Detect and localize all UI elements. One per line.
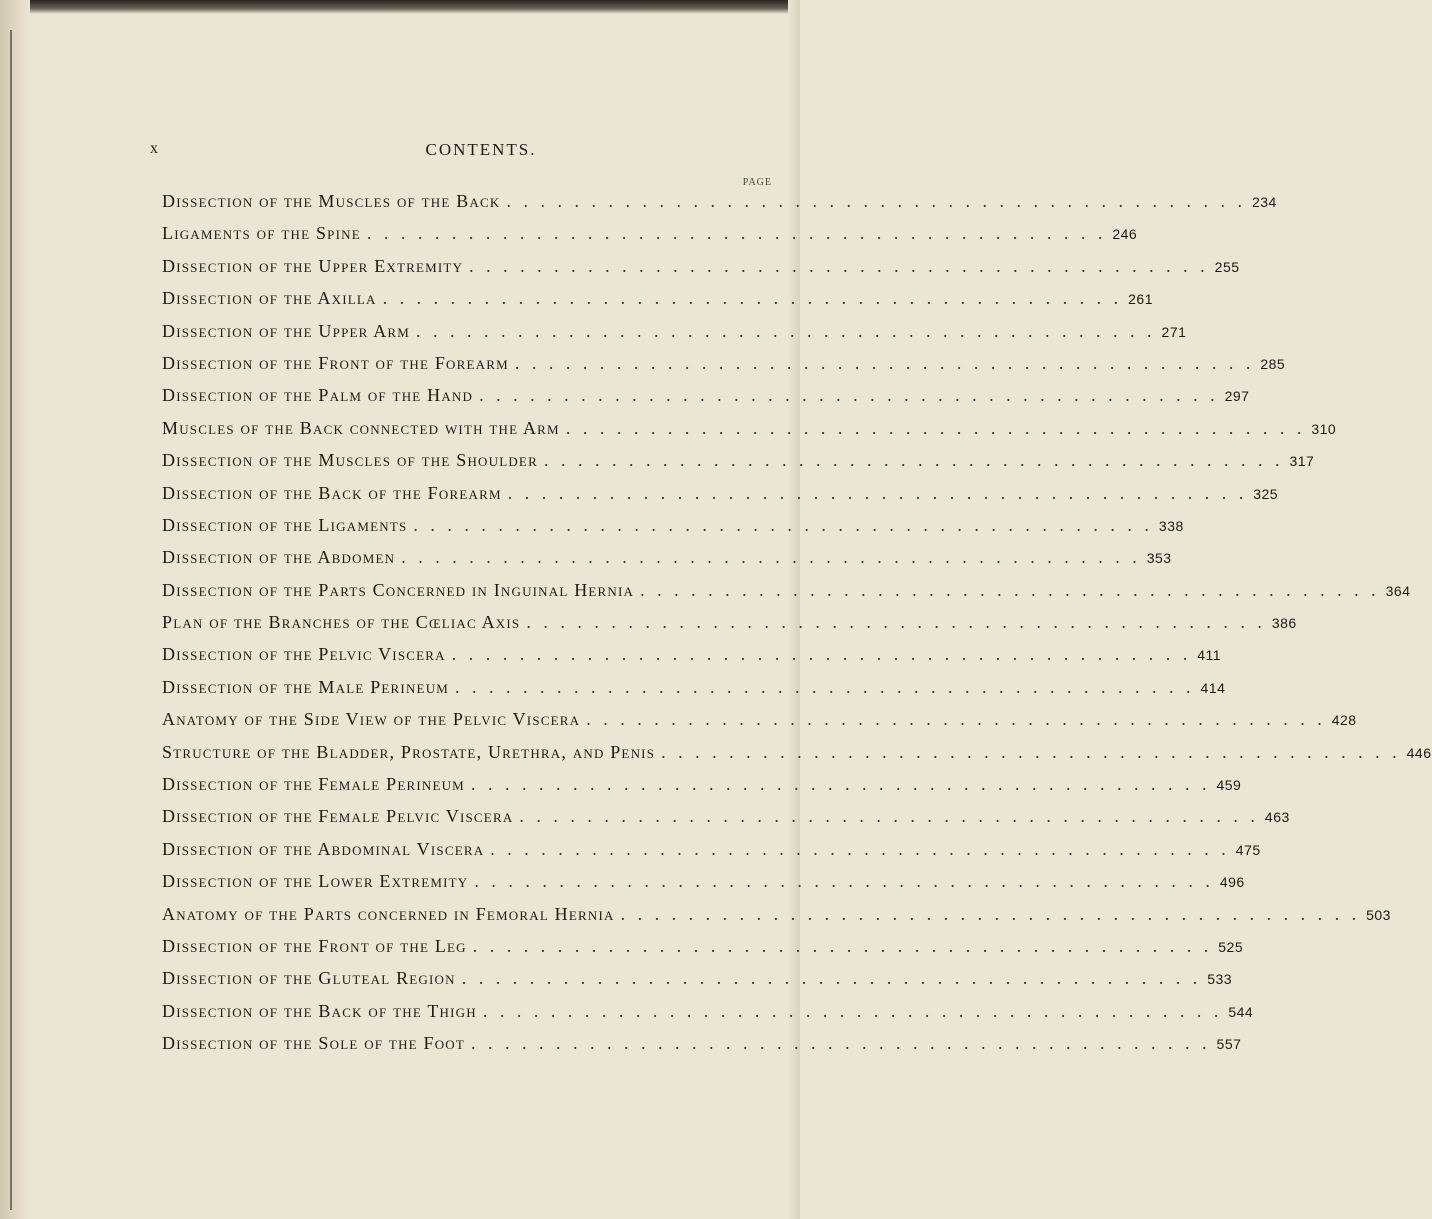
toc-entry [162, 644, 1222, 676]
toc-entry [162, 1000, 1254, 1033]
toc-entry-page: 459 [1216, 777, 1242, 794]
toc-entry-page: 503 [1366, 906, 1391, 923]
toc-entry-page: 525 [1218, 938, 1244, 955]
toc-entry-page: 271 [1161, 323, 1187, 340]
dot-leader [452, 644, 1192, 665]
dot-leader [462, 968, 1202, 989]
toc-entry-title: Structure of the Bladder, Prostate, Urethra, and Penis [162, 741, 656, 762]
toc-entry-page: 325 [1253, 485, 1279, 502]
dot-leader [640, 580, 1380, 601]
toc-entry-title: Dissection of the Sole of the Foot [162, 1033, 466, 1054]
toc-entry-page: 414 [1200, 679, 1226, 696]
dot-leader [508, 483, 1248, 504]
dot-leader [469, 256, 1209, 277]
toc-entry [162, 968, 1233, 1000]
dot-leader [490, 839, 1230, 860]
toc-entry [162, 579, 1411, 612]
page-title: CONTENTS. [425, 140, 537, 159]
toc-entry-title: Plan of the Branches of the Cœliac Axis [162, 612, 521, 633]
toc-entry-page: 475 [1235, 841, 1261, 858]
toc-entry-page: 557 [1216, 1036, 1242, 1053]
toc-entry-page: 411 [1197, 647, 1222, 664]
dot-leader [586, 709, 1326, 730]
toc-entry-page: 544 [1228, 1003, 1254, 1020]
dot-leader [471, 774, 1211, 795]
toc-entry [162, 385, 1250, 417]
toc-entry-page: 310 [1311, 420, 1337, 437]
toc-entry [162, 838, 1261, 871]
dot-leader [416, 321, 1156, 342]
toc-entry-page: 261 [1128, 291, 1153, 308]
toc-entry [162, 417, 1337, 450]
toc-entry-page: 338 [1158, 517, 1184, 534]
toc-entry [162, 709, 1357, 741]
page-column-label: PAGE [742, 177, 772, 188]
dot-leader [483, 1001, 1223, 1022]
toc-entry-page: 255 [1214, 258, 1240, 275]
toc-entry-title: Dissection of the Muscles of the Back [162, 191, 501, 211]
toc-entry-page: 386 [1271, 615, 1297, 632]
book-gutter [0, 0, 30, 1219]
toc-entry [162, 612, 1297, 644]
dot-leader [455, 677, 1195, 698]
toc-entry [162, 223, 1138, 255]
toc-entry [162, 676, 1226, 709]
toc-entry-title: Anatomy of the Side View of the Pelvic Viscera [162, 709, 581, 730]
toc-entry-title: Dissection of the Abdominal Viscera [162, 838, 485, 859]
toc-entry [162, 320, 1187, 353]
toc-entry-title: Dissection of the Ligaments [162, 514, 408, 535]
toc-entry-page: 246 [1112, 226, 1138, 243]
toc-entry [162, 352, 1286, 385]
toc-entry-title: Anatomy of the Parts concerned in Femoral Hernia [162, 903, 615, 924]
toc-entry-title: Dissection of the Gluteal Region [162, 968, 456, 989]
toc-entry-title: Dissection of the Parts Concerned in Inguinal Hernia [162, 579, 635, 600]
toc-entry-title: Dissection of the Front of the Forearm [162, 352, 509, 373]
toc-entry-title: Dissection of the Female Perineum [162, 774, 465, 795]
toc-entry-title: Dissection of the Axilla [162, 288, 377, 309]
toc-entry-page: 446 [1406, 744, 1432, 761]
toc-entry [162, 871, 1245, 903]
toc-entry [162, 547, 1172, 579]
page-header [150, 140, 772, 170]
dot-leader [661, 742, 1401, 763]
toc-entry-page: 317 [1289, 453, 1315, 470]
dot-leader [515, 353, 1255, 374]
page-top-edge [0, 0, 800, 14]
dot-leader [506, 191, 1246, 212]
toc-entry-title: Muscles of the Back connected with the Arm [162, 417, 560, 438]
toc-entry-title: Dissection of the Front of the Leg [162, 935, 467, 956]
toc-entry-title: Dissection of the Upper Arm [162, 320, 411, 341]
dot-leader [526, 612, 1266, 633]
toc-entry-title: Dissection of the Upper Extremity [162, 255, 464, 276]
toc-entry [162, 288, 1153, 320]
dot-leader [621, 904, 1361, 925]
dot-leader [383, 288, 1123, 309]
toc-entry [162, 450, 1315, 482]
toc-entry-page: 234 [1251, 194, 1277, 210]
dot-leader [401, 547, 1141, 568]
toc-entry-title: Dissection of the Back of the Thigh [162, 1000, 477, 1021]
dot-leader [479, 385, 1219, 406]
dot-leader [519, 806, 1259, 827]
toc-entry-title: Dissection of the Female Pelvic Viscera [162, 806, 514, 827]
toc-entry-title: Dissection of the Lower Extremity [162, 871, 469, 892]
toc-entry [162, 774, 1242, 806]
toc-entry [162, 903, 1391, 936]
dot-leader [471, 1033, 1211, 1054]
table-of-contents [162, 191, 1432, 1066]
toc-entry-title: Dissection of the Palm of the Hand [162, 385, 474, 406]
toc-entry [162, 482, 1279, 515]
toc-entry-title: Dissection of the Abdomen [162, 547, 396, 568]
toc-entry [162, 191, 1277, 223]
toc-entry-page: 297 [1224, 388, 1250, 405]
toc-entry [162, 1033, 1242, 1065]
toc-entry-page: 463 [1264, 809, 1290, 826]
toc-entry [162, 514, 1184, 547]
toc-entry [162, 806, 1290, 838]
toc-entry-page: 353 [1146, 550, 1172, 567]
toc-entry [162, 935, 1244, 968]
toc-entry-title: Dissection of the Male Perineum [162, 676, 450, 697]
dot-leader [413, 515, 1153, 536]
toc-entry-title: Dissection of the Muscles of the Shoulder [162, 450, 538, 471]
dot-leader [474, 871, 1214, 892]
toc-entry-title: Ligaments of the Spine [162, 223, 361, 244]
toc-entry-title: Dissection of the Back of the Forearm [162, 482, 502, 503]
dot-leader [544, 450, 1284, 471]
toc-entry-page: 364 [1385, 582, 1411, 599]
toc-entry-page: 428 [1331, 712, 1357, 729]
toc-entry-page: 533 [1207, 971, 1233, 988]
page-numeral: x [150, 140, 159, 157]
toc-entry-title: Dissection of the Pelvic Viscera [162, 644, 446, 665]
dot-leader [473, 936, 1213, 957]
toc-entry [162, 741, 1432, 774]
dot-leader [566, 418, 1306, 439]
dot-leader [367, 223, 1107, 244]
toc-entry-page: 285 [1260, 355, 1286, 372]
toc-entry-page: 496 [1219, 874, 1245, 891]
toc-entry [162, 255, 1240, 288]
